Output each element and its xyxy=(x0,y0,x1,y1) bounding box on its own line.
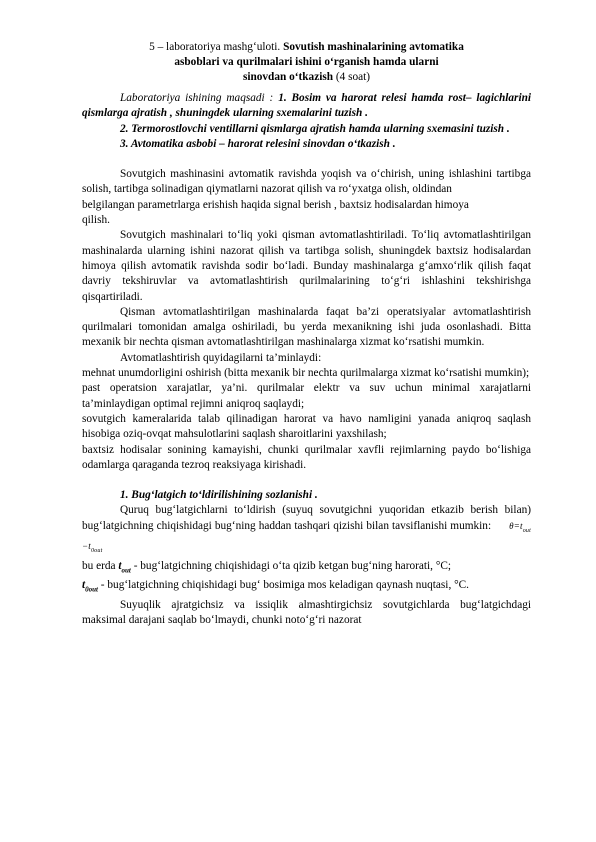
definition-2: $t_{0out}$ - bug‘latgichning chiqishidagi bug‘ bosimiga mos keladigan qaynash nuqtasi, °C. xyxy=(82,579,469,594)
section-1-heading: 1. Bug‘latgich to‘ldirilishining sozlanishi . xyxy=(120,489,318,502)
title-line2: asboblari va qurilmalari ishini o‘rganish hamda ularni xyxy=(174,56,439,68)
paragraph-4: Avtomatlashtirish quyidagilarni ta’minlaydi: xyxy=(120,351,322,364)
purpose-paragraph xyxy=(82,91,531,122)
paragraph-1: Sovutgich mashinasini avtomatik ravishda yoqish va o‘chirish, uning ishlashini tartibga solish, tartibga solinadigan qiymatlarni nazorat qilish va ro‘yxatga olish, oldindan xyxy=(82,168,531,196)
document-page xyxy=(82,40,531,629)
section-1-body: Quruq bug‘latgichlarni to‘ldirish (suyuq sovutgichni yuqoridan etkazib berish bilan) bug‘latgichning chiqishidagi bug‘ning haddan tashqari qizishi bilan tavsiflanishi mumkin: xyxy=(82,504,531,532)
section-1-text xyxy=(82,503,531,558)
paragraph-3: Qisman avtomatlashtirilgan mashinalarda faqat ba’zi operatsiyalar avtomatlashtirish qurilmalari tomonidan amalga oshiriladi, bu yerda mexanikning ishi juda osonlashadi. Bitta mexanik bir nechta qisman avtomatlashtirilgan mashinalarga xizmat ko‘rsatishi mumkin. xyxy=(82,305,531,349)
list-item-1: mehnat unumdorligini oshirish (bitta mexanik bir nechta qurilmalarga xizmat ko‘rsatishi mumkin); xyxy=(82,367,530,380)
superheat-formula: $\theta=t_{out} -t_{0out}$ xyxy=(82,520,531,554)
document-title xyxy=(82,40,531,85)
list-item-2: past operatsion xarajatlar, ya’ni. qurilmalar elektr va suv uchun minimal xarajatlarni ta’minlaydigan optimal rejimni aniqroq saqlaydi; xyxy=(82,382,531,410)
definition-1: bu erda $t_{out}$ - bug‘latgichning chiqishidagi o‘ta qizib ketgan bug‘ning harorati, °C; xyxy=(82,559,452,575)
title-line1-bold: Sovutish mashinalarining avtomatika xyxy=(283,41,464,53)
paragraph-1c: qilish. xyxy=(82,214,110,227)
list-item-3: sovutgich kameralarida talab qilinadigan harorat va havo namligini yanada aniqroq saqlash hisobiga oziq-ovqat mahsulotlarini saqlash sharoitlarini yaxshilash; xyxy=(82,412,531,441)
paragraph-2: Sovutgich mashinalari to‘liq yoki qisman avtomatlashtiriladi. To‘liq avtomatlashtirilgan mashinalarda ularning ishini nazorat qilish va tartibga solish, shuningdek baxtsiz hodisalardan himoya qilish avtomatik ravishda sodir bo‘ladi. Bunday mashinalarga g‘amxo‘rlik qilish faqat davriy tekshiruvlar va avtomatlashtirish qurilmalarining to‘g‘ri ishlashini tekshirishga qisqartiriladi. xyxy=(82,229,531,303)
purpose-label: Laboratoriya ishining maqsadi : xyxy=(120,92,279,104)
purpose-item-3: 3. Avtomatika asbobi – harorat relesini sinovdan o‘tkazish . xyxy=(120,137,396,150)
paragraph-last: Suyuqlik ajratgichsiz va issiqlik almashtirgichsiz sovutgichlarda bug‘latgichdagi maksimal darajani saqlab bo‘lmaydi, chunki noto‘g‘ri nazorat xyxy=(82,599,531,627)
paragraph-1b: belgilangan parametrlarga erishish haqida signal berish , baxtsiz hodisalardan himoya xyxy=(82,198,469,211)
title-prefix: 5 – laboratoriya mashg‘uloti. xyxy=(149,41,284,53)
title-hours: (4 soat) xyxy=(335,71,371,83)
list-item-4: baxtsiz hodisalar sonining kamayishi, chunki qurilmalar xavfli rejimlarning paydo bo‘lishiga odamlarga qaraganda tezroq reaksiyaga kirishadi. xyxy=(82,443,531,471)
purpose-item-1: 1. Bosim va harorat relesi hamda rost– lagichlarini qismlarga ajratish , shuningdek ularning sxemalarini tuzish . xyxy=(82,92,532,120)
purpose-item-2: 2. Termorostlovchi ventillarni qismlarga ajratish hamda ularning sxemasini tuzish . xyxy=(120,122,510,135)
title-line3-bold: sinovdan o‘tkazish xyxy=(242,71,336,83)
